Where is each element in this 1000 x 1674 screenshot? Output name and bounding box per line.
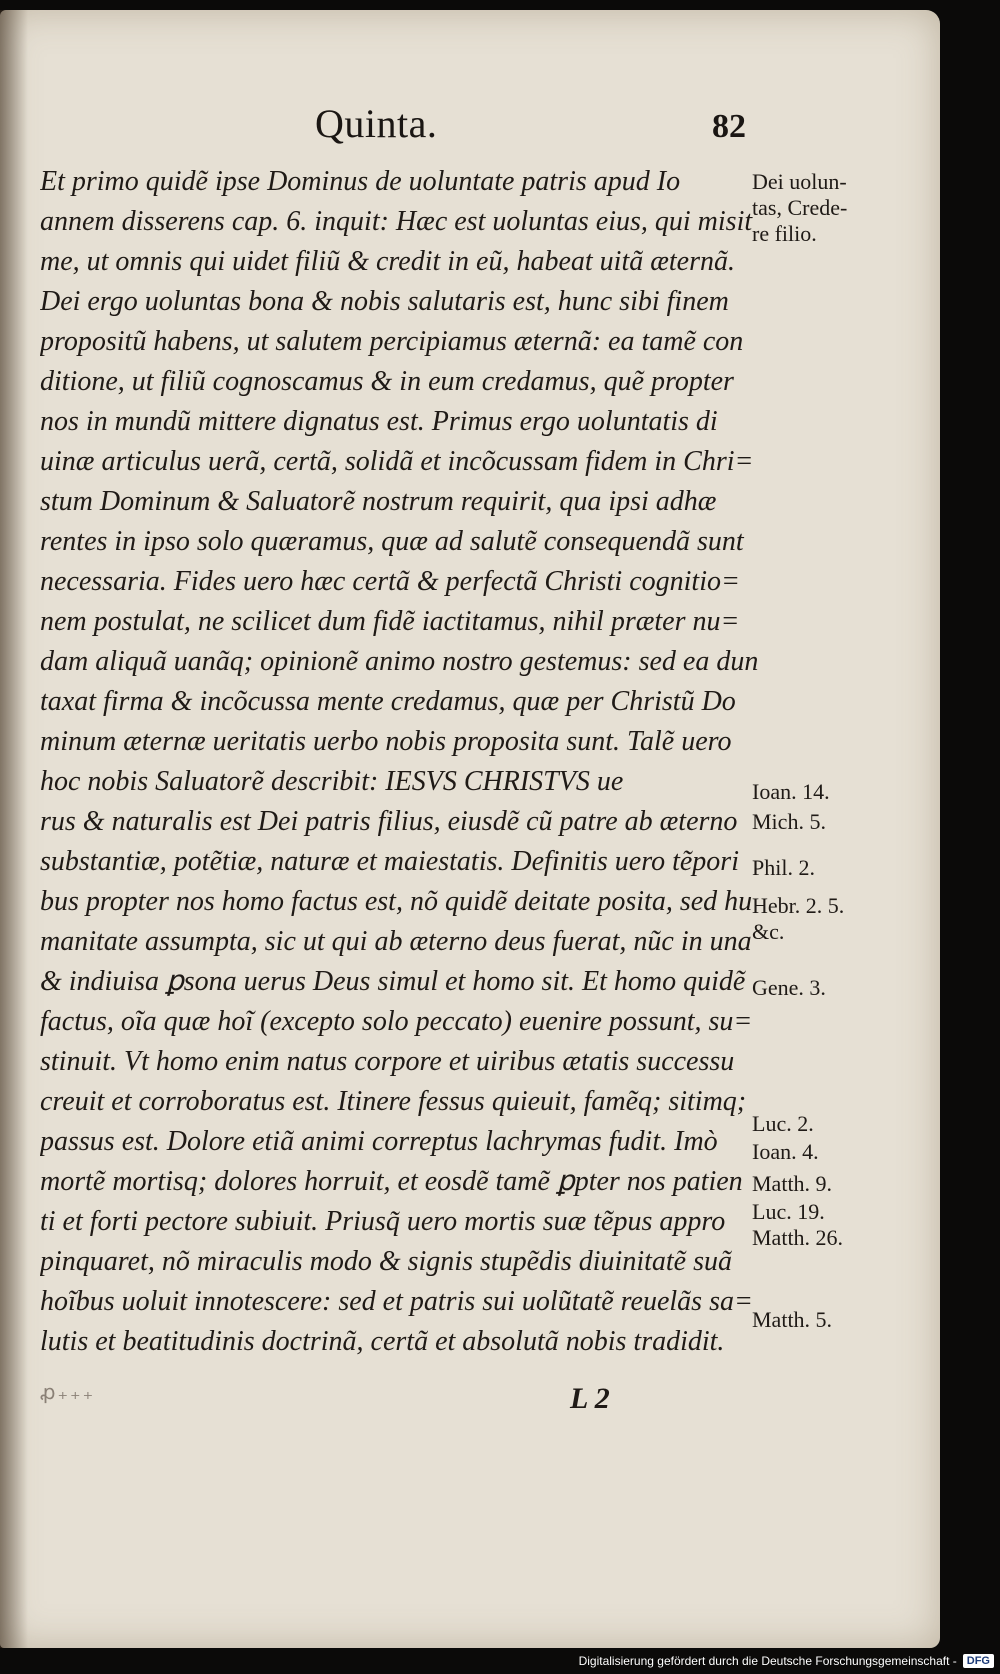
- margin-note: Ioan. 14.: [752, 779, 830, 804]
- margin-note: Phil. 2.: [752, 855, 815, 880]
- text-line: rentes in ipso solo quæramus, quæ ad salutẽ consequendã sunt: [40, 526, 744, 557]
- footer-text: Digitalisierung gefördert durch die Deutsche Forschungsgemeinschaft -: [578, 1654, 957, 1668]
- text-line: creuit et corroboratus est. Itinere fessus quieuit, famẽq; sitimq;: [40, 1086, 747, 1117]
- faded-stamp: ꝓ₊₊₊: [40, 1382, 96, 1404]
- margin-note: Gene. 3.: [752, 975, 826, 1000]
- signature-mark: L 2: [570, 1382, 610, 1415]
- text-line: uinæ articulus uerã, certã, solidã et incõcussam fidem in Chri=: [40, 446, 754, 477]
- text-line: pinquaret, nõ miraculis modo & signis stupẽdis diuinitatẽ suã: [40, 1246, 732, 1277]
- text-line: mortẽ mortisq; dolores horruit, et eosdẽ tamẽ ꝑpter nos patien: [40, 1166, 743, 1197]
- binding-shadow: [0, 10, 28, 1648]
- text-line: manitate assumpta, sic ut qui ab æterno deus fuerat, nũc in una: [40, 926, 752, 957]
- margin-note: Dei uolun-: [752, 169, 847, 194]
- text-line: me, ut omnis qui uidet filiũ & credit in eũ, habeat uitã æternã.: [40, 246, 736, 277]
- text-line: minum æternæ ueritatis uerbo nobis proposita sunt. Talẽ uero: [40, 726, 732, 757]
- text-line: Et primo quidẽ ipse Dominus de uoluntate patris apud Io: [40, 166, 681, 197]
- margin-note: Luc. 19.: [752, 1199, 825, 1224]
- margin-note: Matth. 9.: [752, 1171, 833, 1196]
- text-line: stinuit. Vt homo enim natus corpore et uiribus ætatis successu: [40, 1046, 735, 1077]
- text-line: hoc nobis Saluatorẽ describit: IESVS CHRISTVS ue: [40, 766, 624, 797]
- margin-note: Luc. 2.: [752, 1111, 814, 1136]
- text-line: passus est. Dolore etiã animi correptus lachrymas fudit. Imò: [40, 1126, 718, 1157]
- text-line: ti et forti pectore subiuit. Priusq̃ uero mortis suæ tẽpus appro: [40, 1206, 726, 1237]
- text-line: ditione, ut filiũ cognoscamus & in eum credamus, quẽ propter: [40, 366, 734, 397]
- text-line: nem postulat, ne scilicet dum fidẽ iactitamus, nihil præter nu=: [40, 606, 740, 637]
- text-line: hoĩbus uoluit innotescere: sed et patris sui uolũtatẽ reuelãs sa=: [40, 1286, 753, 1317]
- margin-note: re filio.: [752, 221, 817, 246]
- main-text: [40, 162, 760, 1362]
- text-line: & indiuisa ꝑsona uerus Deus simul et homo sit. Et homo quidẽ: [40, 966, 746, 997]
- margin-note: Mich. 5.: [752, 809, 826, 834]
- margin-note: Matth. 26.: [752, 1225, 844, 1250]
- text-line: stum Dominum & Saluatorẽ nostrum requirit, qua ipsi adhæ: [40, 486, 717, 517]
- text-line: factus, oĩa quæ hoĩ (excepto solo peccato) euenire possunt, su=: [40, 1006, 753, 1037]
- text-line: bus propter nos homo factus est, nõ quidẽ deitate posita, sed hu: [40, 886, 753, 917]
- text-line: substantiæ, potẽtiæ, naturæ et maiestatis. Definitis uero tẽpori: [40, 846, 739, 877]
- text-line: necessaria. Fides uero hæc certã & perfectã Christi cognitio=: [40, 566, 740, 597]
- text-line: annem disserens cap. 6. inquit: Hæc est uoluntas eius, qui misit: [40, 206, 753, 237]
- text-line: propositũ habens, ut salutem percipiamus æternã: ea tamẽ con: [40, 326, 744, 357]
- page-number: 82: [712, 108, 746, 145]
- text-line: lutis et beatitudinis doctrinã, certã et absolutã nobis tradidit.: [40, 1326, 725, 1357]
- margin-note: &c.: [752, 919, 785, 944]
- text-line: nos in mundũ mittere dignatus est. Primus ergo uoluntatis di: [40, 406, 718, 437]
- margin-note: tas, Crede-: [752, 195, 848, 220]
- dfg-logo-icon: DFG: [963, 1654, 994, 1668]
- text-line: rus & naturalis est Dei patris filius, eiusdẽ cũ patre ab æterno: [40, 806, 738, 837]
- margin-note: Matth. 5.: [752, 1307, 833, 1332]
- margin-note: Ioan. 4.: [752, 1139, 819, 1164]
- margin-note: Hebr. 2. 5.: [752, 893, 845, 918]
- footer-credit: [579, 1652, 994, 1670]
- text-line: taxat firma & incõcussa mente credamus, quæ per Christũ Do: [40, 686, 736, 717]
- running-title: Quinta.: [315, 101, 438, 146]
- text-line: Dei ergo uoluntas bona & nobis salutaris est, hunc sibi finem: [40, 286, 729, 317]
- text-line: dam aliquã uanãq; opinionẽ animo nostro gestemus: sed ea dun: [40, 646, 759, 677]
